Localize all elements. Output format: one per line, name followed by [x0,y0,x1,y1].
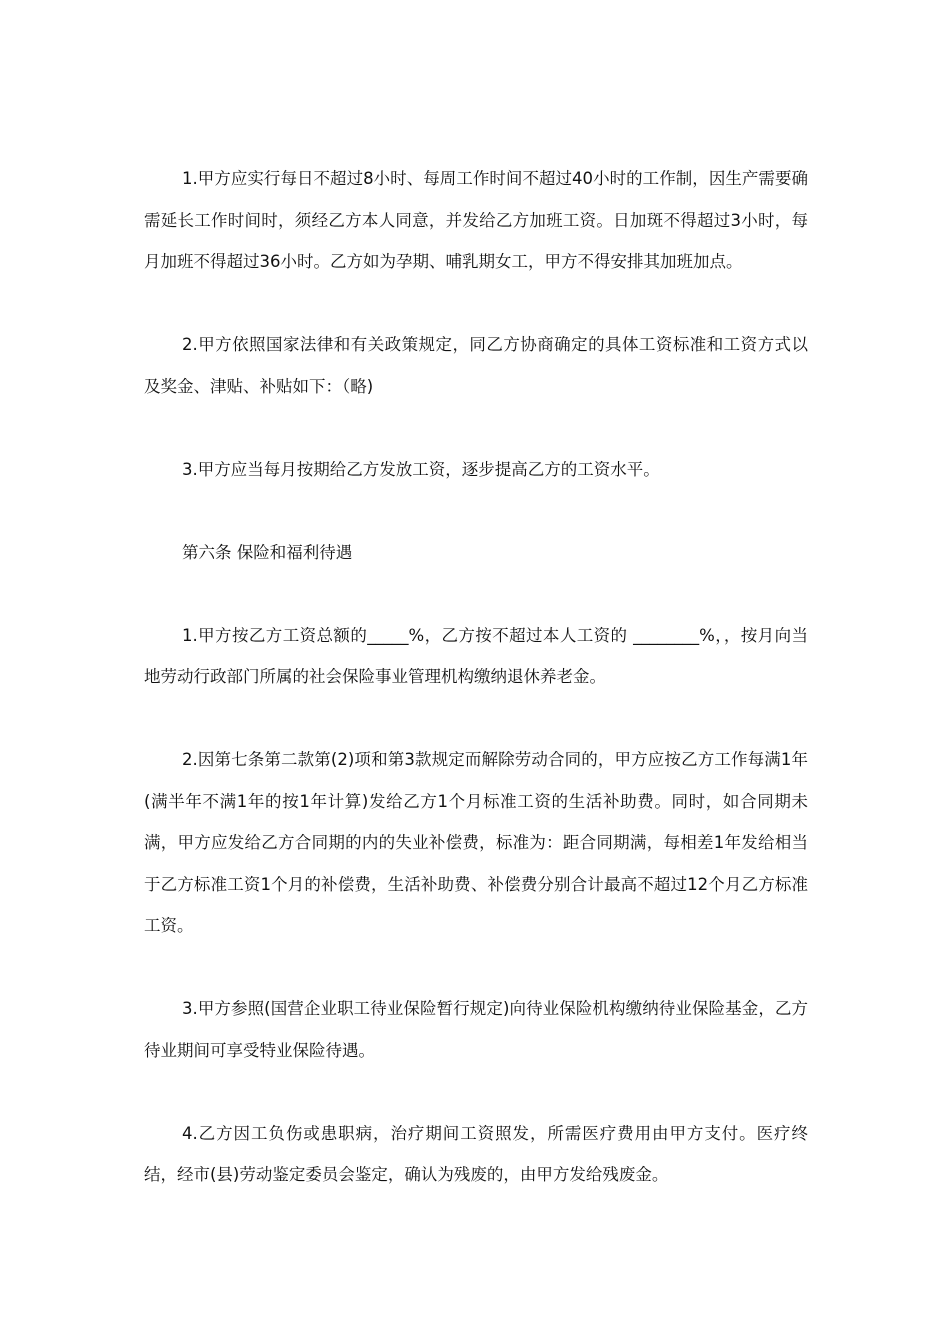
paragraph-work-hours: 1.甲方应实行每日不超过8小时、每周工作时间不超过40小时的工作制，因生产需要确需延长工作时间时，须经乙方本人同意，并发给乙方加班工资。日加斑不得超过3小时，每月加班不得超过36小时。乙方如为孕期、哺乳期女工，甲方不得安排其加班加点。 [144,169,808,271]
paragraph-wage-payment: 3.甲方应当每月按期给乙方发放工资，逐步提高乙方的工资水平。 [182,459,660,479]
paragraph-pension: 1.甲方按乙方工资总额的_____%，乙方按不超过本人工资的 ________%，，按月向当地劳动行政部门所属的社会保险事业管理机构缴纳退休养老金。 [144,625,808,686]
paragraph-wage-standard: 2.甲方依照国家法律和有关政策规定，同乙方协商确定的具体工资标准和工资方式以及奖金、津贴、补贴如下：（略) [144,335,808,396]
document-body [144,158,808,1196]
paragraph-living-subsidy: 2.因第七条第二款第(2)项和第3款规定而解除劳动合同的，甲方应按乙方工作每满1年(满半年不满1年的按1年计算)发给乙方1个月标准工资的生活补助费。同时，如合同期未满，甲方应发给乙方合同期的内的失业补偿费，标准为：距合同期满，每相差1年发给相当于乙方标准工资1个月的补偿费，生活补助费、补偿费分别合计最高不超过12个月乙方标准工资。 [144,750,808,935]
paragraph-unemployment-insurance: 3.甲方参照(国营企业职工待业保险暂行规定)向待业保险机构缴纳待业保险基金，乙方待业期间可享受特业保险待遇。 [144,999,808,1060]
section-heading-article-6: 第六条 保险和福利待遇 [182,542,353,562]
paragraph-work-injury: 4.乙方因工负伤或患职病，治疗期间工资照发，所需医疗费用由甲方支付。医疗终结，经市(县)劳动鉴定委员会鉴定，确认为残废的，由甲方发给残废金。 [144,1123,808,1184]
